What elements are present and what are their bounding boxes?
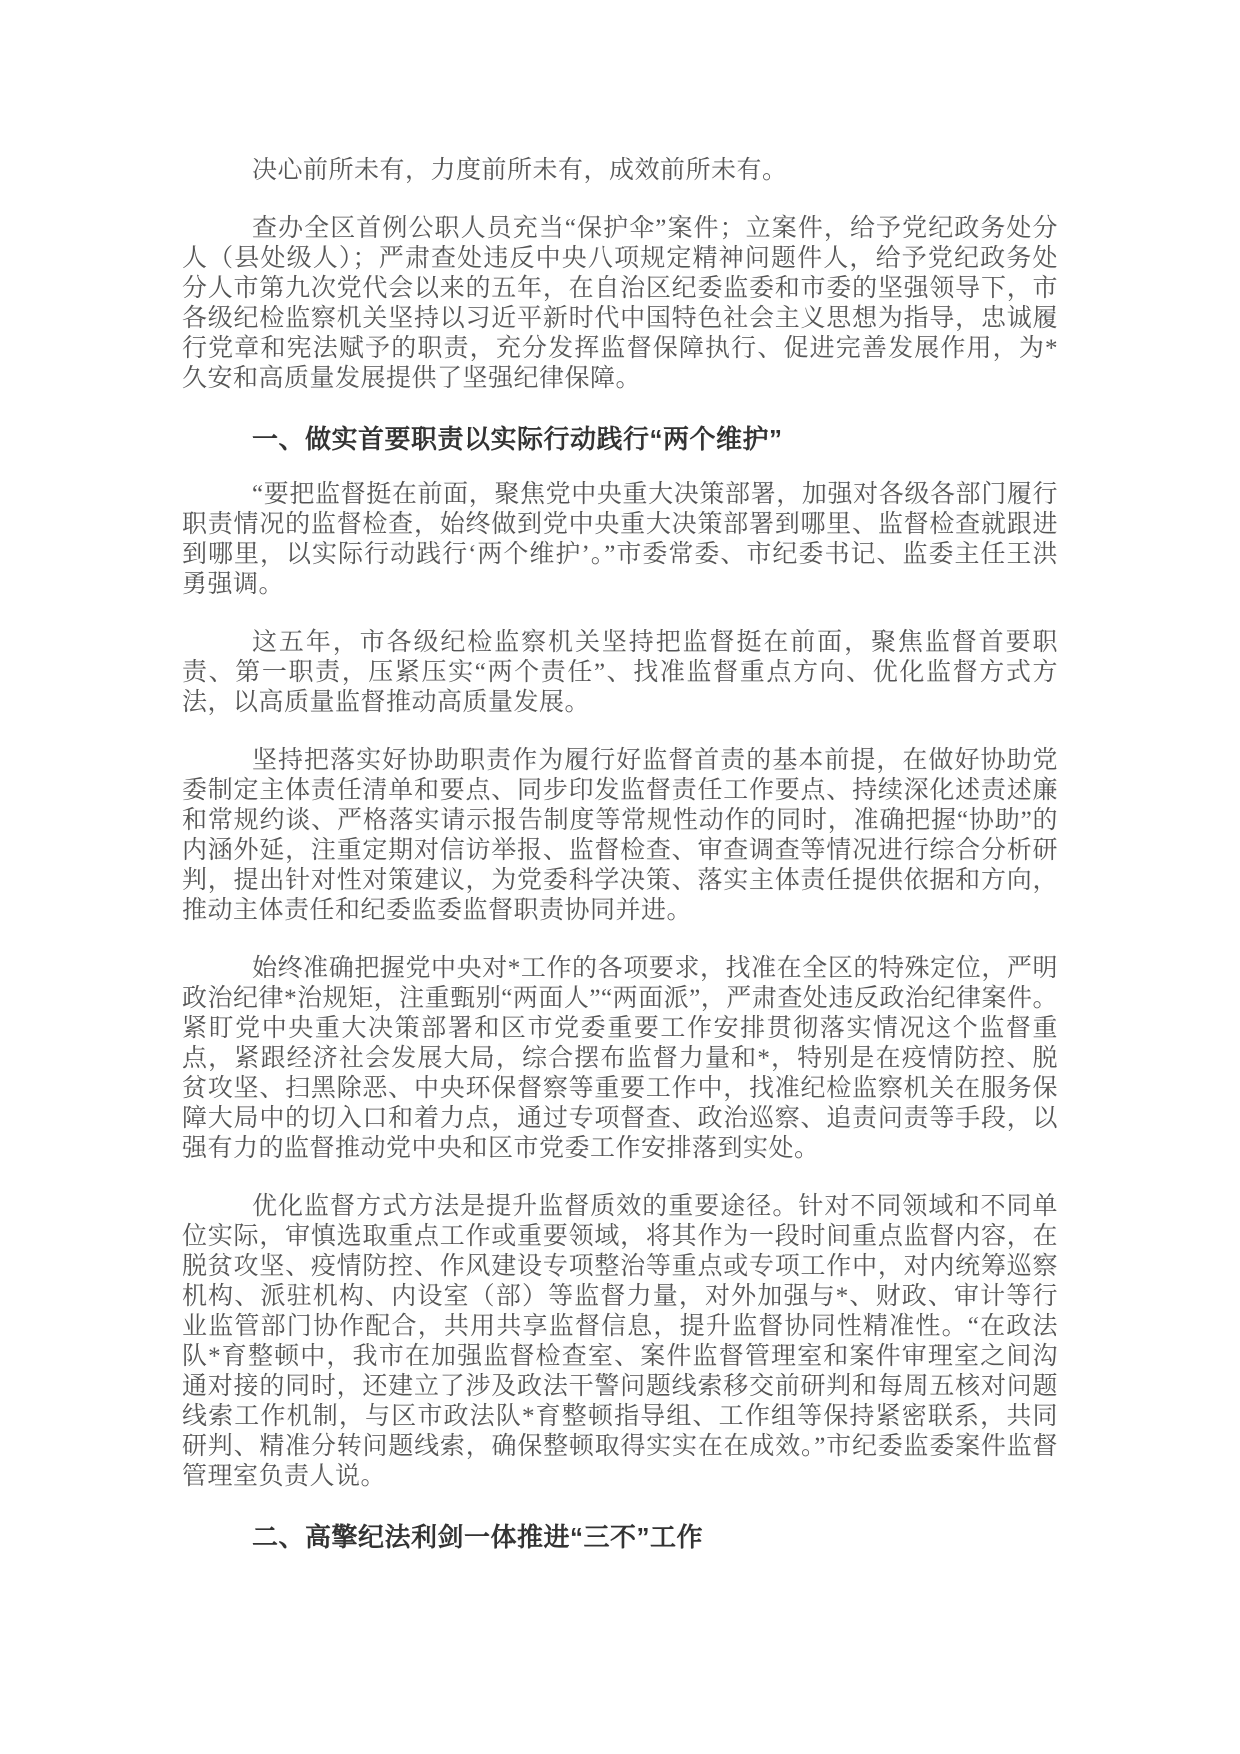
- paragraph: 决心前所未有，力度前所未有，成效前所未有。: [252, 157, 788, 184]
- paragraph: 优化监督方式方法是提升监督质效的重要途径。针对不同领域和不同单位实际，审慎选取重点工作或重要领域，将其作为一段时间重点监督内容，在脱贫攻坚、疫情防控、作风建设专项整治等重点或专项工作中，对内统筹巡察机构、派驻机构、内设室（部）等监督力量，对外加强与*、财政、审计等行业监管部门协作配合，共用共享监督信息，提升监督协同性精准性。“在政法队*育整顿中，我市在加强监督检查室、案件监督管理室和案件审理室之间沟通对接的同时，还建立了涉及政法干警问题线索移交前研判和每周五核对问题线索工作机制，与区市政法队*育整顿指导组、工作组等保持紧密联系，共同研判、精准分转问题线索，确保整顿取得实实在在成效。”市纪委监委案件监督管理室负责人说。: [182, 1193, 1058, 1490]
- document-body: [182, 156, 1058, 1578]
- section-heading: 一、做实首要职责以实际行动践行“两个维护”: [252, 424, 783, 454]
- paragraph: 坚持把落实好协助职责作为履行好监督首责的基本前提，在做好协助党委制定主体责任清单和要点、同步印发监督责任工作要点、持续深化述责述廉和常规约谈、严格落实请示报告制度等常规性动作的同时，准确把握“协助”的内涵外延，注重定期对信访举报、监督检查、审查调查等情况进行综合分析研判，提出针对性对策建议，为党委科学决策、落实主体责任提供依据和方向，推动主体责任和纪委监委监督职责协同并进。: [182, 747, 1058, 924]
- paragraph: “要把监督挺在前面，聚焦党中央重大决策部署，加强对各级各部门履行职责情况的监督检查，始终做到党中央重大决策部署到哪里、监督检查就跟进到哪里，以实际行动践行‘两个维护’。”市委常委、市纪委书记、监委主任王洪勇强调。: [182, 481, 1058, 598]
- paragraph: 始终准确把握党中央对*工作的各项要求，找准在全区的特殊定位，严明政治纪律*治规矩，注重甄别“两面人”“两面派”，严肃查处违反政治纪律案件。紧盯党中央重大决策部署和区市党委重要工作安排贯彻落实情况这个监督重点，紧跟经济社会发展大局，综合摆布监督力量和*，特别是在疫情防控、脱贫攻坚、扫黑除恶、中央环保督察等重要工作中，找准纪检监察机关在服务保障大局中的切入口和着力点，通过专项督查、政治巡察、追责问责等手段，以强有力的监督推动党中央和区市党委工作安排落到实处。: [182, 955, 1058, 1162]
- paragraph: 这五年，市各级纪检监察机关坚持把监督挺在前面，聚焦监督首要职责、第一职责，压紧压实“两个责任”、找准监督重点方向、优化监督方式方法，以高质量监督推动高质量发展。: [182, 629, 1058, 716]
- section-heading: 二、高擎纪法利剑一体推进“三不”工作: [252, 1522, 704, 1552]
- paragraph: 查办全区首例公职人员充当“保护伞”案件；立案件，给予党纪政务处分人（县处级人）；严肃查处违反中央八项规定精神问题件人，给予党纪政务处分人市第九次党代会以来的五年，在自治区纪委监委和市委的坚强领导下，市各级纪检监察机关坚持以习近平新时代中国特色社会主义思想为指导，忠诚履行党章和宪法赋予的职责，充分发挥监督保障执行、促进完善发展作用，为*久安和高质量发展提供了坚强纪律保障。: [182, 215, 1058, 392]
